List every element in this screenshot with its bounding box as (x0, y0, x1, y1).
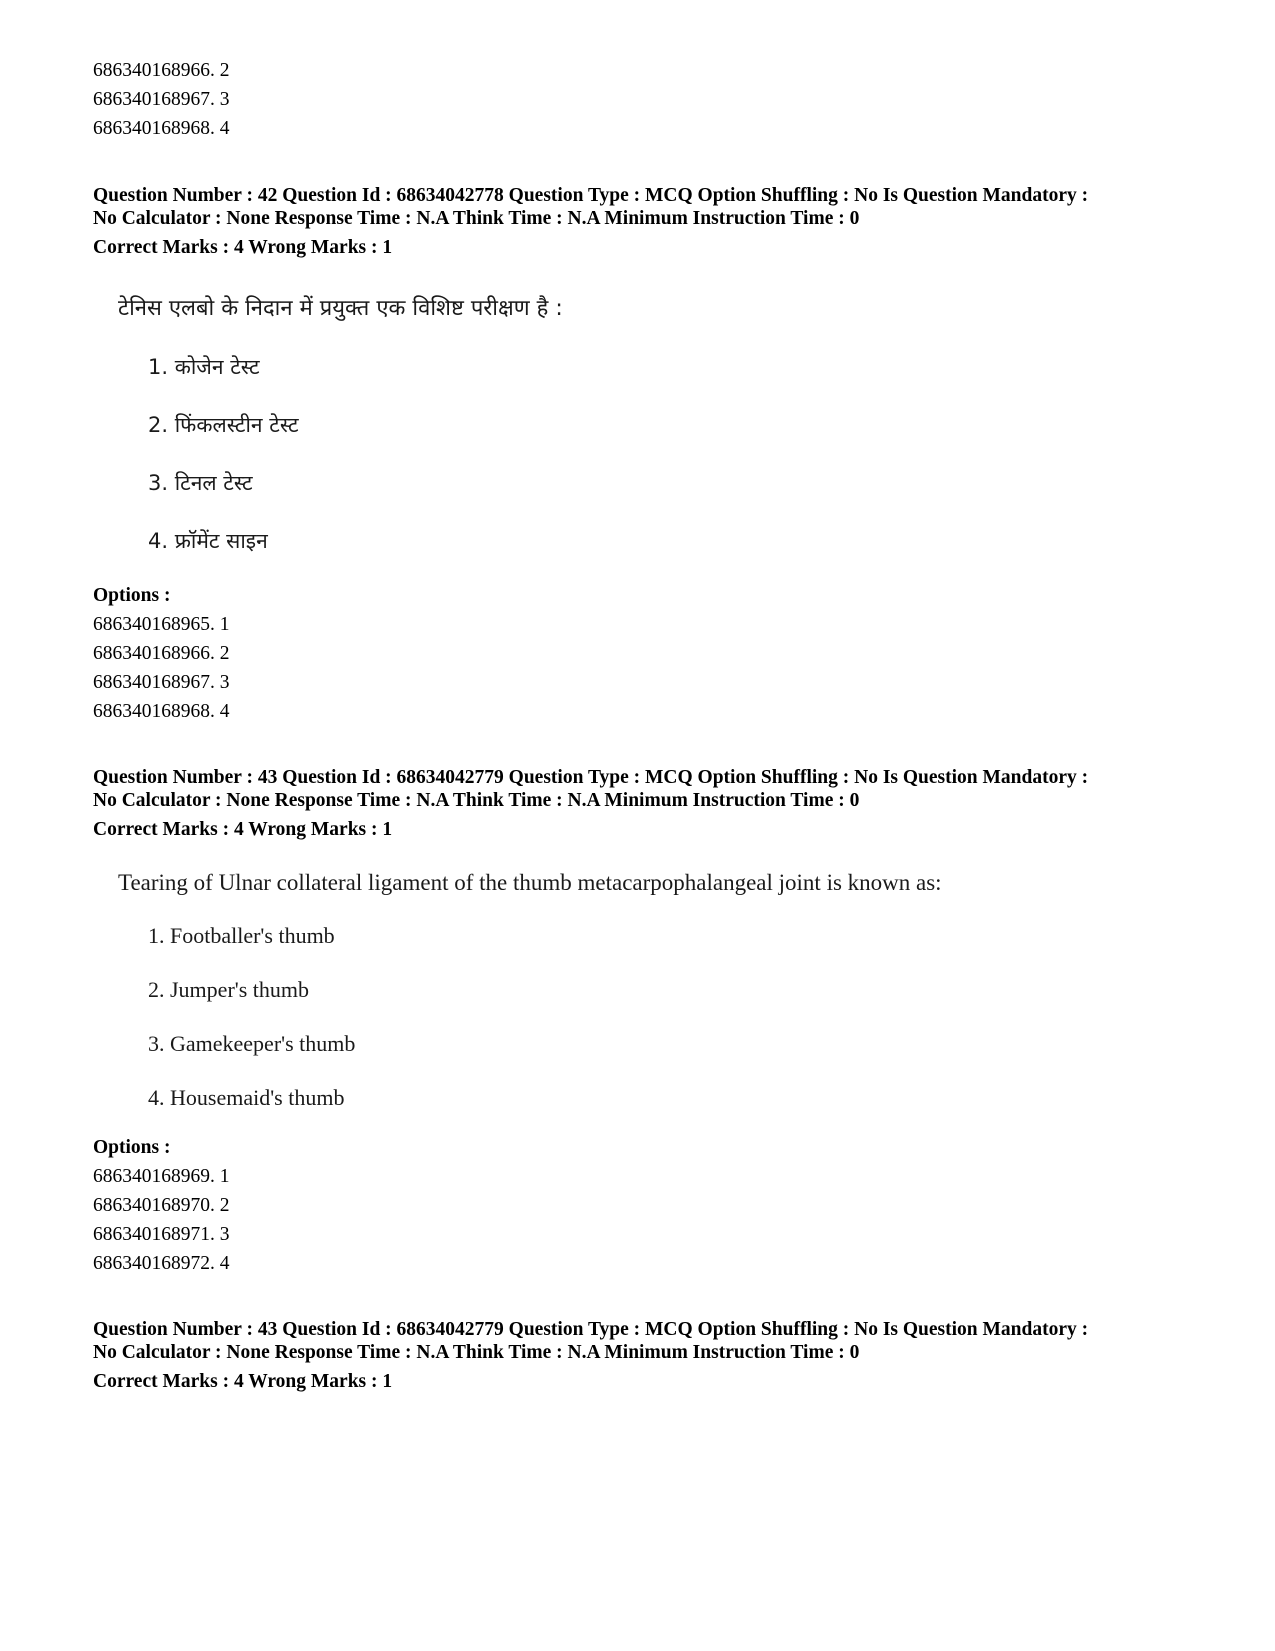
option-id-line: 686340168968. 4 (93, 118, 230, 139)
option-id-line: 686340168971. 3 (93, 1224, 230, 1245)
question-stem: टेनिस एलबो के निदान में प्रयुक्त एक विशिष्ट परीक्षण है : (118, 296, 563, 321)
answer-choice: 3. Gamekeeper's thumb (148, 1031, 356, 1056)
answer-choice: 4. Housemaid's thumb (148, 1085, 345, 1110)
question-header: No Calculator : None Response Time : N.A Think Time : N.A Minimum Instruction Time : 0 (93, 790, 860, 811)
option-id-line: 686340168968. 4 (93, 701, 230, 722)
answer-choice: 3. टिनल टेस्ट (148, 471, 253, 495)
option-id-line: 686340168972. 4 (93, 1253, 230, 1274)
question-header: No Calculator : None Response Time : N.A Think Time : N.A Minimum Instruction Time : 0 (93, 208, 860, 229)
question-header: Question Number : 42 Question Id : 68634042778 Question Type : MCQ Option Shuffling : No Is Question Mandatory : (93, 185, 1089, 206)
option-id-line: 686340168970. 2 (93, 1195, 230, 1216)
question-stem: Tearing of Ulnar collateral ligament of the thumb metacarpophalangeal joint is known as: (118, 870, 942, 895)
answer-choice: 2. Jumper's thumb (148, 977, 310, 1002)
question-header: No Calculator : None Response Time : N.A Think Time : N.A Minimum Instruction Time : 0 (93, 1342, 860, 1363)
question-marks: Correct Marks : 4 Wrong Marks : 1 (93, 237, 393, 258)
option-id-line: 686340168965. 1 (93, 614, 230, 635)
option-id-line: 686340168966. 2 (93, 643, 230, 664)
question-marks: Correct Marks : 4 Wrong Marks : 1 (93, 819, 393, 840)
option-id-line: 686340168966. 2 (93, 60, 230, 81)
option-id-line: 686340168967. 3 (93, 89, 230, 110)
answer-choice: 1. Footballer's thumb (148, 923, 335, 948)
question-header: Question Number : 43 Question Id : 68634042779 Question Type : MCQ Option Shuffling : No Is Question Mandatory : (93, 1319, 1089, 1340)
answer-choice: 4. फ्रॉमेंट साइन (148, 529, 268, 553)
answer-choice: 2. फिंकलस्टीन टेस्ट (148, 413, 299, 437)
option-id-line: 686340168969. 1 (93, 1166, 230, 1187)
question-marks: Correct Marks : 4 Wrong Marks : 1 (93, 1371, 393, 1392)
options-label: Options : (93, 585, 171, 606)
options-label: Options : (93, 1137, 171, 1158)
option-id-line: 686340168967. 3 (93, 672, 230, 693)
answer-choice: 1. कोजेन टेस्ट (148, 355, 260, 379)
question-header: Question Number : 43 Question Id : 68634042779 Question Type : MCQ Option Shuffling : No Is Question Mandatory : (93, 767, 1089, 788)
